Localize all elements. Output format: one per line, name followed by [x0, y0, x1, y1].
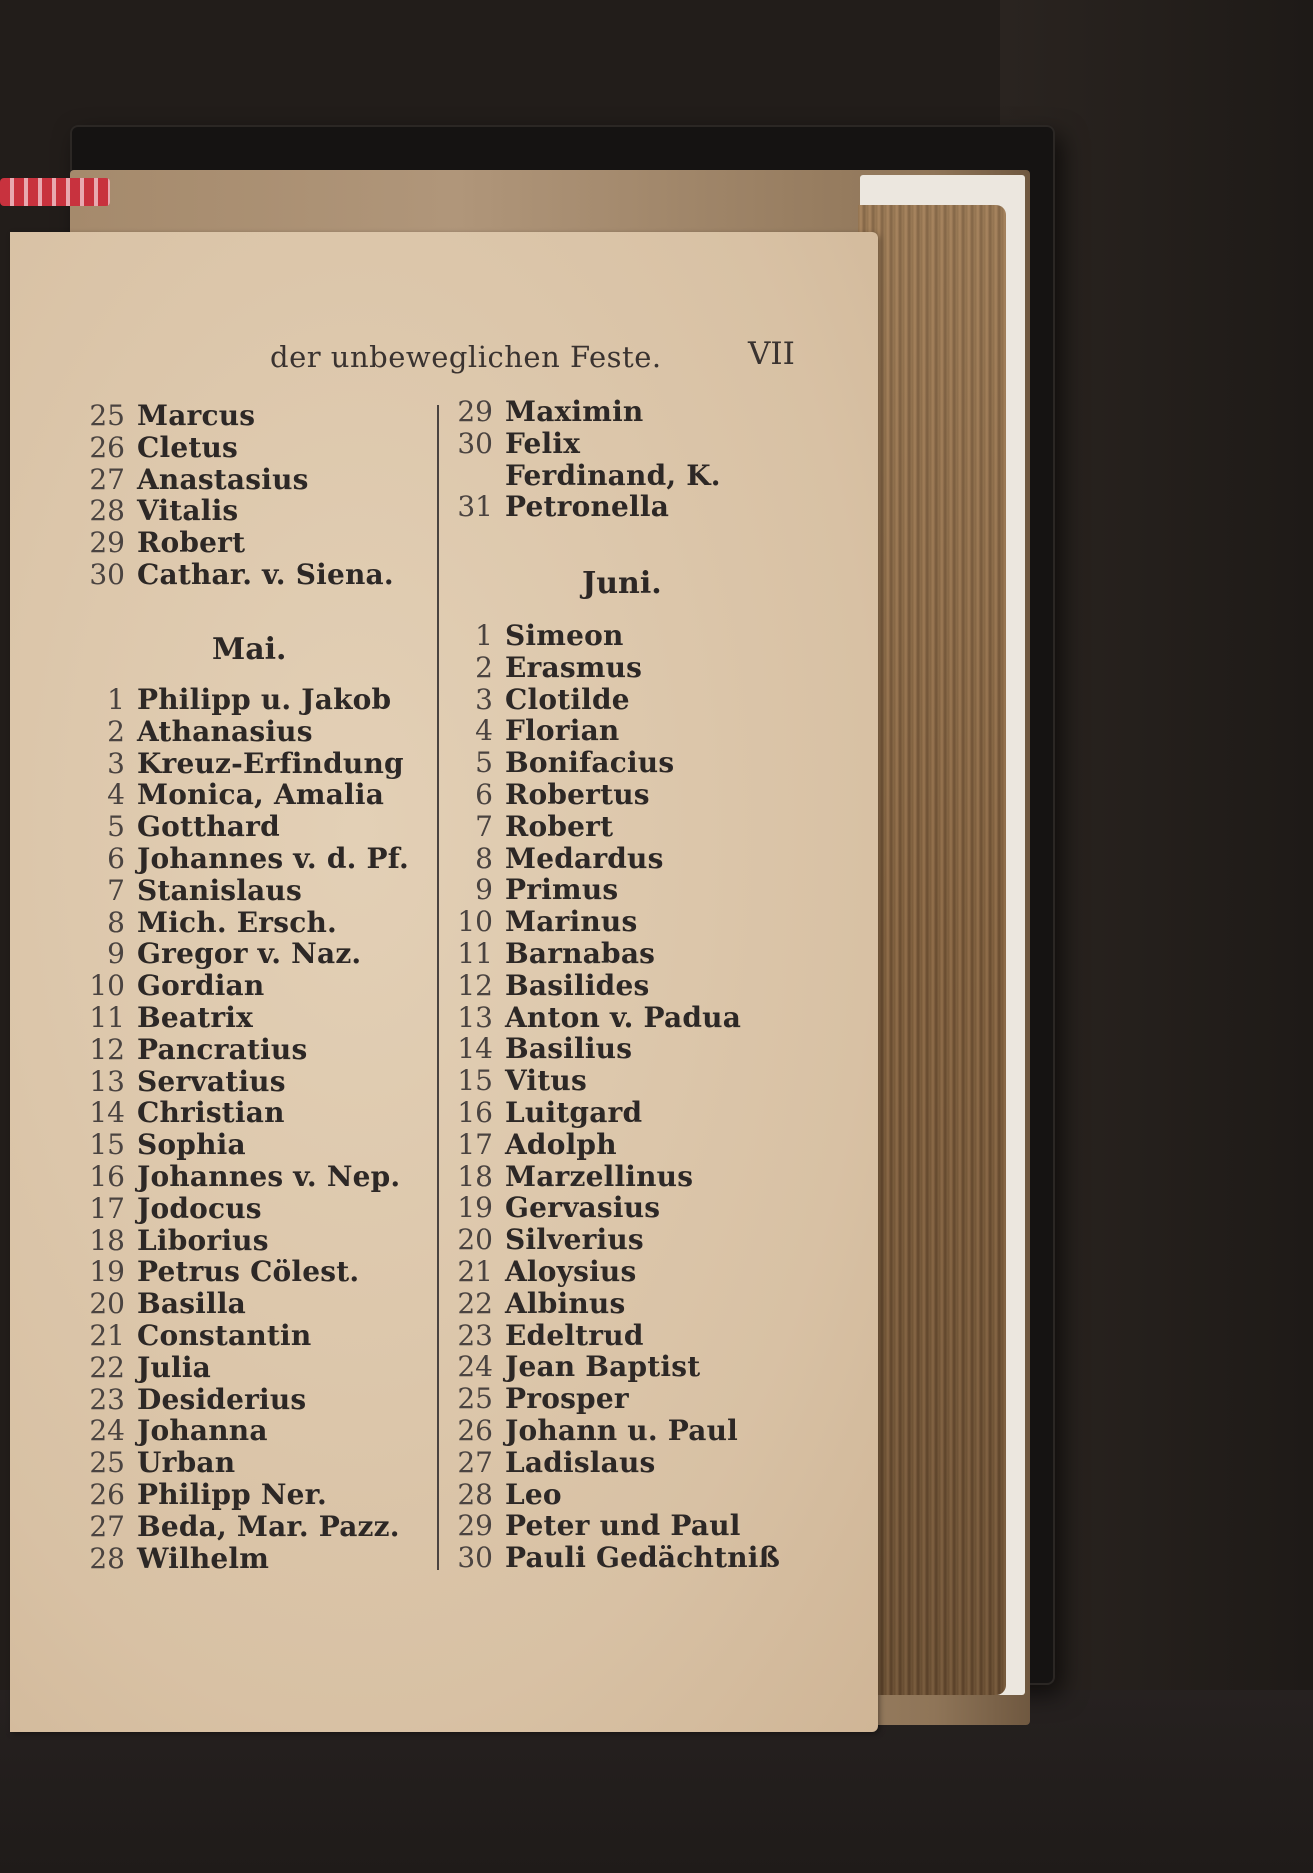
saint-name: Johanna — [137, 1414, 268, 1448]
calendar-entry — [455, 684, 630, 716]
saint-name: Silverius — [505, 1223, 644, 1257]
page-header: der unbeweglichen Feste. — [270, 340, 662, 374]
calendar-entry — [455, 1415, 738, 1447]
day-number: 14 — [89, 1096, 125, 1130]
day-number: 6 — [475, 778, 493, 811]
day-number: 13 — [89, 1064, 125, 1098]
saint-name: Constantin — [137, 1319, 312, 1352]
day-number: 8 — [475, 841, 493, 875]
saint-name: Marcus — [137, 399, 256, 432]
day-number: 27 — [89, 462, 125, 496]
calendar-entry — [85, 1161, 400, 1193]
saint-name: Medardus — [505, 841, 664, 875]
calendar-entry — [455, 779, 650, 811]
calendar-entry — [455, 715, 619, 747]
day-number: 11 — [457, 937, 493, 970]
saint-name: Marzellinus — [505, 1159, 694, 1193]
calendar-entry — [455, 1129, 617, 1161]
calendar-entry — [455, 1351, 700, 1383]
calendar-entry — [85, 1447, 235, 1479]
saint-name: Maximin — [505, 395, 644, 428]
saint-name: Christian — [137, 1096, 285, 1130]
calendar-entry — [85, 907, 337, 939]
day-number: 5 — [107, 810, 125, 844]
day-number: 16 — [89, 1160, 125, 1193]
saint-name: Cathar. v. Siena. — [137, 558, 394, 591]
saint-name: Leo — [505, 1477, 562, 1511]
calendar-entry — [85, 843, 409, 875]
day-number: 29 — [457, 395, 493, 428]
calendar-entry — [455, 396, 644, 428]
day-number: 30 — [457, 426, 493, 460]
day-number: 15 — [89, 1128, 125, 1162]
saint-name: Gotthard — [137, 810, 280, 844]
day-number: 12 — [89, 1032, 125, 1066]
saint-name: Clotilde — [505, 682, 630, 716]
calendar-entry — [85, 495, 238, 527]
day-number: 11 — [89, 1001, 125, 1034]
saint-name: Jodocus — [137, 1191, 262, 1225]
day-number: 18 — [457, 1159, 493, 1193]
saint-name: Ladislaus — [505, 1445, 656, 1479]
calendar-entry — [85, 1066, 286, 1098]
calendar-entry — [85, 1511, 400, 1543]
saint-name: Albinus — [505, 1286, 626, 1320]
saint-name: Kreuz-Erfindung — [137, 746, 404, 780]
saint-name: Pancratius — [137, 1032, 308, 1066]
calendar-entry — [455, 747, 674, 779]
day-number: 21 — [457, 1255, 493, 1288]
day-number: 27 — [89, 1509, 125, 1543]
saint-name: Sophia — [137, 1128, 246, 1162]
day-number: 23 — [457, 1318, 493, 1352]
calendar-entry — [455, 1256, 636, 1288]
day-number: 7 — [107, 873, 125, 907]
day-number: 29 — [457, 1509, 493, 1543]
day-number: 28 — [89, 1541, 125, 1575]
calendar-entry — [85, 1034, 307, 1066]
day-number: 19 — [457, 1191, 493, 1225]
calendar-entry — [85, 1479, 327, 1511]
day-number: 7 — [475, 809, 493, 843]
day-number: 26 — [457, 1414, 493, 1447]
day-number: 17 — [89, 1191, 125, 1225]
calendar-entry — [455, 1192, 660, 1224]
saint-name: Robert — [505, 809, 614, 843]
calendar-entry — [85, 1288, 246, 1320]
calendar-entry — [85, 970, 264, 1002]
day-number: 31 — [457, 490, 493, 524]
calendar-entry — [85, 1320, 311, 1352]
calendar-entry — [85, 748, 404, 780]
saint-name: Edeltrud — [505, 1318, 644, 1352]
saint-name: Erasmus — [505, 650, 643, 684]
saint-name: Desiderius — [137, 1382, 307, 1416]
calendar-entry — [85, 716, 313, 748]
day-number: 26 — [89, 1478, 125, 1511]
calendar-entry — [455, 491, 669, 523]
saint-name: Johann u. Paul — [505, 1414, 738, 1447]
month-heading: Juni. — [582, 566, 662, 601]
calendar-entry — [455, 1002, 741, 1034]
calendar-entry — [455, 811, 613, 843]
saint-name: Beatrix — [137, 1001, 254, 1034]
saint-name: Aloysius — [505, 1255, 637, 1288]
saint-name: Pauli Gedächtniß — [505, 1541, 781, 1575]
saint-name: Gervasius — [505, 1191, 661, 1225]
saint-name: Johannes v. d. Pf. — [137, 842, 409, 875]
page-number: VII — [748, 336, 795, 372]
saint-name: Florian — [505, 714, 620, 748]
day-number: 3 — [107, 746, 125, 780]
calendar-entry — [455, 1033, 632, 1065]
saint-name: Robertus — [505, 778, 650, 811]
day-number: 13 — [457, 1000, 493, 1034]
calendar-entry — [85, 559, 394, 591]
saint-name: Felix — [505, 426, 581, 460]
saint-name: Vitalis — [137, 494, 239, 528]
calendar-entry — [455, 1288, 625, 1320]
bookmark-ribbon — [0, 178, 110, 206]
saint-name: Johannes v. Nep. — [137, 1160, 401, 1193]
saint-name: Marinus — [505, 905, 638, 939]
saint-name: Monica, Amalia — [137, 778, 385, 812]
calendar-entry — [455, 970, 649, 1002]
calendar-entry — [455, 1320, 644, 1352]
calendar-entry — [85, 400, 255, 432]
saint-name: Petronella — [505, 490, 670, 524]
saint-name: Basilius — [505, 1032, 633, 1066]
saint-name: Ferdinand, K. — [505, 458, 721, 492]
calendar-entry — [85, 1002, 253, 1034]
calendar-entry — [455, 652, 642, 684]
calendar-entry — [455, 1224, 644, 1256]
saint-name: Liborius — [137, 1223, 269, 1257]
saint-name: Julia — [137, 1350, 212, 1384]
day-number: 17 — [457, 1127, 493, 1161]
day-number: 9 — [475, 873, 493, 907]
day-number: 10 — [457, 905, 493, 939]
saint-name: Barnabas — [505, 937, 656, 970]
saint-name: Mich. Ersch. — [137, 905, 337, 939]
day-number: 25 — [89, 1446, 125, 1480]
saint-name: Basilla — [137, 1287, 247, 1321]
day-number: 18 — [89, 1223, 125, 1257]
saint-name: Anton v. Padua — [505, 1000, 742, 1034]
saint-name: Basilides — [505, 968, 650, 1002]
day-number: 29 — [89, 526, 125, 560]
calendar-entry — [85, 779, 384, 811]
saint-name: Anastasius — [137, 462, 309, 496]
saint-name: Wilhelm — [137, 1541, 270, 1575]
day-number: 24 — [89, 1414, 125, 1448]
saint-name: Urban — [137, 1446, 236, 1480]
calendar-entry — [85, 1193, 262, 1225]
calendar-entry — [455, 843, 664, 875]
saint-name: Simeon — [505, 619, 624, 652]
calendar-entry — [455, 1510, 741, 1542]
day-number: 22 — [89, 1350, 125, 1384]
calendar-entry — [85, 1384, 306, 1416]
day-number: 3 — [475, 682, 493, 716]
calendar-entry — [455, 1097, 642, 1129]
day-number: 6 — [107, 842, 125, 875]
calendar-entry — [85, 464, 309, 496]
saint-name: Primus — [505, 873, 619, 907]
calendar-entry — [85, 811, 280, 843]
saint-name: Bonifacius — [505, 746, 675, 780]
calendar-entry — [455, 874, 618, 906]
calendar-entry — [455, 1065, 587, 1097]
saint-name: Servatius — [137, 1064, 286, 1098]
saint-name: Vitus — [505, 1064, 587, 1098]
day-number: 8 — [107, 905, 125, 939]
saint-name: Petrus Cölest. — [137, 1255, 360, 1289]
calendar-entry — [85, 1097, 285, 1129]
saint-name: Luitgard — [505, 1096, 643, 1129]
calendar-entry — [455, 1161, 693, 1193]
calendar-entry — [85, 684, 391, 716]
day-number: 30 — [89, 558, 125, 591]
day-number: 1 — [475, 619, 493, 652]
calendar-entry — [455, 1479, 562, 1511]
day-number: 4 — [107, 778, 125, 812]
day-number: 9 — [107, 937, 125, 971]
day-number: 21 — [89, 1319, 125, 1352]
day-number: 12 — [457, 968, 493, 1002]
day-number: 27 — [457, 1445, 493, 1479]
day-number: 28 — [457, 1477, 493, 1511]
month-heading: Mai. — [212, 632, 287, 667]
calendar-entry — [85, 1352, 211, 1384]
saint-name: Peter und Paul — [505, 1509, 741, 1543]
calendar-entry — [85, 1225, 269, 1257]
day-number: 1 — [107, 683, 125, 716]
saint-name: Stanislaus — [137, 873, 302, 907]
day-number: 22 — [457, 1286, 493, 1320]
day-number: 23 — [89, 1382, 125, 1416]
calendar-entry — [455, 1542, 780, 1574]
saint-name: Beda, Mar. Pazz. — [137, 1509, 400, 1543]
calendar-entry — [85, 1129, 246, 1161]
saint-name: Prosper — [505, 1382, 629, 1416]
calendar-entry — [455, 1383, 629, 1415]
calendar-entry — [85, 1256, 359, 1288]
day-number: 20 — [89, 1287, 125, 1321]
calendar-entry — [455, 620, 624, 652]
day-number: 24 — [457, 1350, 493, 1384]
column-divider — [437, 405, 439, 1570]
day-number: 19 — [89, 1255, 125, 1289]
day-number: 30 — [457, 1541, 493, 1575]
calendar-entry — [85, 1543, 269, 1575]
calendar-entry — [455, 938, 655, 970]
day-number: 20 — [457, 1223, 493, 1257]
calendar-entry — [455, 1447, 656, 1479]
saint-name: Robert — [137, 526, 246, 560]
saint-name: Adolph — [505, 1127, 617, 1161]
page-edges-shade — [858, 205, 1006, 1695]
saint-name: Jean Baptist — [505, 1350, 701, 1384]
day-number: 2 — [475, 650, 493, 684]
calendar-entry — [455, 428, 580, 460]
saint-name: Cletus — [137, 430, 238, 464]
calendar-entry — [85, 938, 361, 970]
day-number: 4 — [475, 714, 493, 748]
day-number: 5 — [475, 746, 493, 780]
day-number: 26 — [89, 430, 125, 464]
day-number: 25 — [457, 1382, 493, 1416]
day-number: 15 — [457, 1064, 493, 1098]
calendar-entry — [85, 1415, 268, 1447]
day-number: 10 — [89, 969, 125, 1003]
day-number: 2 — [107, 714, 125, 748]
day-number: 14 — [457, 1032, 493, 1066]
day-number: 28 — [89, 494, 125, 528]
saint-name: Philipp u. Jakob — [137, 683, 392, 716]
saint-name: Philipp Ner. — [137, 1478, 327, 1511]
calendar-entry — [85, 527, 245, 559]
calendar-entry — [455, 460, 721, 492]
calendar-entry — [455, 906, 637, 938]
day-number: 16 — [457, 1096, 493, 1129]
day-number: 25 — [89, 399, 125, 432]
saint-name: Athanasius — [137, 714, 313, 748]
calendar-entry — [85, 432, 238, 464]
saint-name: Gregor v. Naz. — [137, 937, 362, 971]
calendar-entry — [85, 875, 302, 907]
saint-name: Gordian — [137, 969, 265, 1003]
